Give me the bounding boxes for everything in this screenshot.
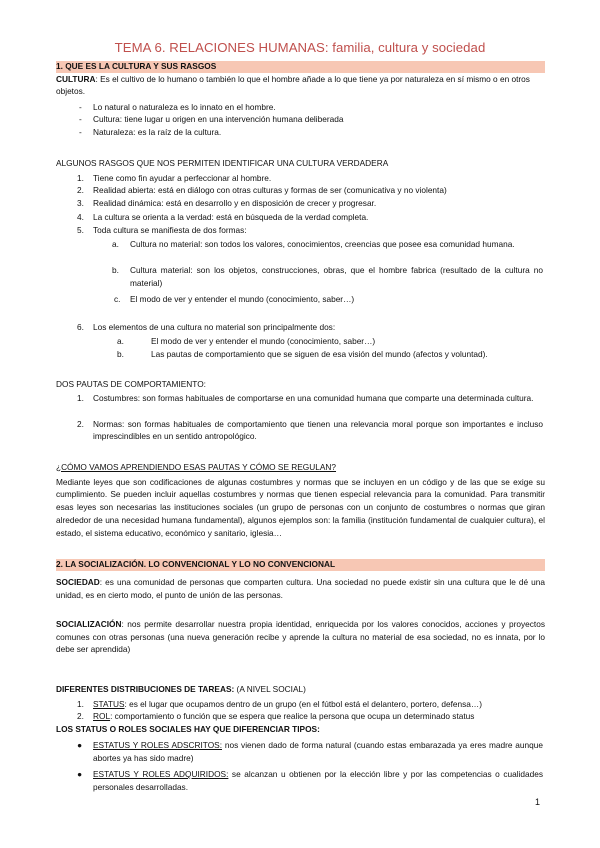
bullet-dot: ● <box>77 769 83 779</box>
tipo-item <box>93 768 543 793</box>
page-title: TEMA 6. RELACIONES HUMANAS: familia, cultura y sociedad <box>114 40 486 55</box>
tipos-heading: LOS STATUS O ROLES SOCIALES HAY QUE DIFERENCIAR TIPOS: <box>56 724 320 734</box>
socializacion-text: : nos permite desarrollar nuestra propia identidad, enriquecida por los valores conocidos, acciones y proyectos comunes con otras personas (una nueva generación recibe y aprende la cultura no material de esa sociedad, no es innata, por lo debe ser aprendida) <box>56 619 545 655</box>
tipo-text: nos vienen dado de forma natural (cuando estas embarazada ya eres madre aunque abortes ya has sido madre) <box>93 740 543 763</box>
list-number: 2. <box>77 418 84 429</box>
rasgo-item: Toda cultura se manifiesta de dos formas: <box>93 225 247 235</box>
dash-item: Cultura: tiene lugar u origen en una intervención humana deliberada <box>93 114 344 124</box>
tarea-item <box>93 710 543 723</box>
pauta-text: : son formas habituales de comportarse en una comunidad humana que comparte una determinada cultura. <box>137 393 534 403</box>
sociedad-label: SOCIEDAD <box>56 577 100 587</box>
pautas-heading: DOS PAUTAS DE COMPORTAMIENTO: <box>56 379 206 389</box>
tarea-text: : comportamiento o función que se espera que realice la persona que ocupa un determinado status <box>110 710 475 721</box>
socializacion-label: SOCIALIZACIÓN <box>56 619 122 629</box>
dash-bullet: - <box>79 126 82 137</box>
rasgo-item: Realidad abierta: está en diálogo con otras culturas y formas de ser (comunicativa y no violenta) <box>93 185 447 195</box>
tipo-text: se alcanzan u obtienen por la elección libre y por las competencias o cualidades personales desarrolladas. <box>93 769 543 792</box>
list-letter: c. <box>114 294 121 304</box>
answer-paragraph: Mediante leyes que son codificaciones de algunas costumbres y normas que se incluyen en un código y de las que se exige su cumplimiento. Se pueden incluir aquellas costumbres y normas que tienen especial relevancia para la comunidad. Para transmitir esas leyes son necesarias las instituciones sociales (un grupo de personas con un conjunto de costumbres o normas que giran alrededor de una necesidad humana fundamental), algunos ejemplos son: la familia (institución fundamental de cualquier cultura), el estado, el sistema educativo, económico y sanitario, iglesia… <box>56 476 545 539</box>
section-1-heading: 1. QUE ES LA CULTURA Y SUS RASGOS <box>56 61 217 71</box>
pauta-label: Normas <box>93 418 123 429</box>
tarea-item <box>93 698 543 711</box>
tarea-label: ROL <box>93 710 111 721</box>
tarea-label: STATUS <box>93 698 125 709</box>
list-number: 6. <box>77 321 84 332</box>
forma-item: El modo de ver y entender el mundo (conocimiento, saber…) <box>130 294 355 304</box>
list-number: 2. <box>77 185 84 195</box>
pauta-item <box>93 392 543 405</box>
list-letter: a. <box>117 335 124 346</box>
sociedad-text: : es una comunidad de personas que comparten cultura. Una sociedad no puede existir sin una cultura que le dé una unidad, es en cierto modo, el punto de unión de las personas. <box>56 577 545 600</box>
rasgos-heading: ALGUNOS RASGOS QUE NOS PERMITEN IDENTIFICAR UNA CULTURA VERDADERA <box>56 158 389 168</box>
tipo-item <box>93 739 543 764</box>
tareas-heading-suffix: (A NIVEL SOCIAL) <box>234 683 306 694</box>
rasgo6-item: El modo de ver y entender el mundo (conocimiento, saber…) <box>151 335 376 346</box>
rasgo-item: Realidad dinámica: está en desarrollo y en disposición de crecer y progresar. <box>93 198 377 208</box>
tipo-label: ESTATUS Y ROLES ADQUIRIDOS: <box>93 769 229 779</box>
list-number: 1. <box>77 698 84 709</box>
rasgo6-item: Las pautas de comportamiento que se siguen de esa visión del mundo (afectos y voluntad). <box>151 348 488 359</box>
pauta-item <box>93 418 543 443</box>
dash-bullet: - <box>79 101 82 112</box>
rasgo-item: La cultura se orienta a la verdad: está en búsqueda de la verdad completa. <box>93 211 369 222</box>
rasgo-item: Tiene como fin ayudar a perfeccionar al hombre. <box>93 172 272 183</box>
tareas-heading-line <box>56 683 545 696</box>
socializacion-definition <box>56 618 545 656</box>
tareas-heading: DIFERENTES DISTRIBUCIONES DE TAREAS: <box>56 683 235 694</box>
list-letter: b. <box>117 348 124 359</box>
dash-item: Lo natural o naturaleza es lo innato en el hombre. <box>93 101 276 112</box>
cultura-text: : Es el cultivo de lo humano o también lo que el hombre añade a lo que tiene ya por naturaleza en sí mismo o en otros objetos. <box>56 73 530 97</box>
list-number: 1. <box>77 172 84 183</box>
cultura-label: CULTURA <box>56 73 96 84</box>
bullet-dot: ● <box>77 740 83 750</box>
list-number: 1. <box>77 393 84 403</box>
question-heading: ¿CÓMO VAMOS APRENDIENDO ESAS PAUTAS Y CÓMO SE REGULAN? <box>56 461 337 472</box>
rasgo-item: Los elementos de una cultura no material son principalmente dos: <box>93 321 336 332</box>
tipo-label: ESTATUS Y ROLES ADSCRITOS: <box>93 740 222 750</box>
list-number: 4. <box>77 211 84 222</box>
sociedad-definition <box>56 576 545 601</box>
list-number: 3. <box>77 198 84 208</box>
forma-item: Cultura no material: son todos los valores, conocimientos, creencias que posee esa comunidad humana. <box>130 239 515 249</box>
dash-item: Naturaleza: es la raíz de la cultura. <box>93 126 222 137</box>
tarea-text: : es el lugar que ocupamos dentro de un grupo (en el fútbol está el delantero, portero, defensa…) <box>124 698 482 709</box>
pauta-text: : son formas habituales de comportamiento que tienen una relevancia moral porque son importantes e incluso imprescindibles en un sentido antropológico. <box>93 418 543 442</box>
pauta-label: Costumbres <box>93 393 138 403</box>
list-letter: a. <box>112 239 119 249</box>
list-number: 5. <box>77 225 84 235</box>
page-number: 1 <box>535 797 541 807</box>
list-number: 2. <box>77 710 84 721</box>
section-2-heading: 2. LA SOCIALIZACIÓN. LO CONVENCIONAL Y LO NO CONVENCIONAL <box>56 559 336 569</box>
cultura-definition <box>56 73 545 98</box>
list-letter: b. <box>112 265 119 275</box>
forma-item: Cultura material: son los objetos, construcciones, obras, que el hombre fabrica (resultado de la cultura no material) <box>130 265 543 288</box>
dash-bullet: - <box>79 114 82 124</box>
